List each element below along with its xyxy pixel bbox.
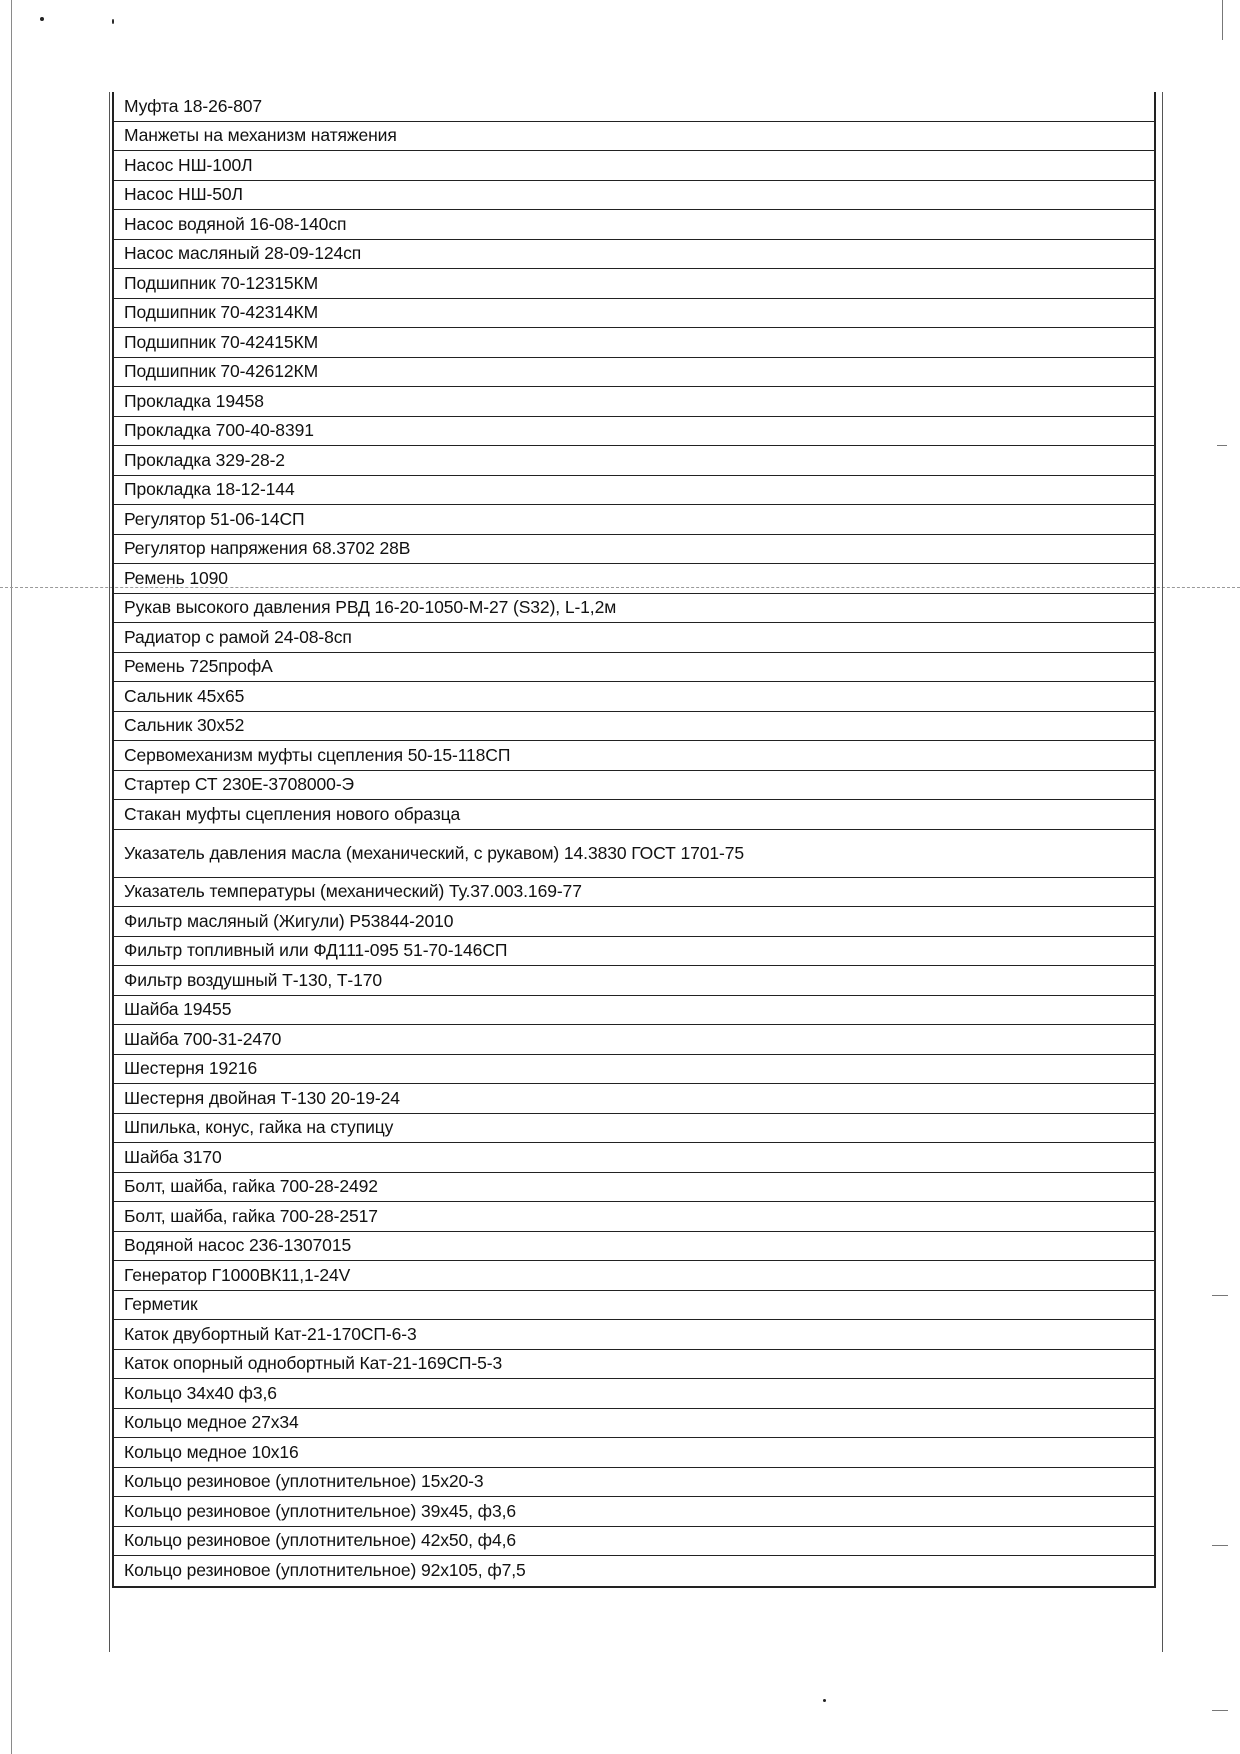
table-row: Водяной насос 236-1307015 [114,1232,1154,1262]
scan-edge-line [11,0,12,1754]
table-row: Насос водяной 16-08-140сп [114,210,1154,240]
table-row: Манжеты на механизм натяжения [114,122,1154,152]
table-row: Подшипник 70-42612КМ [114,358,1154,388]
scan-edge-mark [1222,0,1223,40]
table-outer-left-line [109,92,110,1652]
table-row: Радиатор с рамой 24-08-8сп [114,623,1154,653]
table-row: Каток опорный однобортный Кат-21-169СП-5-3 [114,1350,1154,1380]
table-row: Шайба 3170 [114,1143,1154,1173]
table-row: Рукав высокого давления РВД 16-20-1050-М-27 (S32), L-1,2м [114,594,1154,624]
table-row: Подшипник 70-12315КМ [114,269,1154,299]
scan-edge-mark [1212,1545,1228,1546]
table-row: Шестерня 19216 [114,1055,1154,1085]
table-row: Прокладка 19458 [114,387,1154,417]
scan-edge-mark [1212,1710,1228,1711]
table-row: Насос НШ-100Л [114,151,1154,181]
table-row: Кольцо 34х40 ф3,6 [114,1379,1154,1409]
table-row: Стакан муфты сцепления нового образца [114,800,1154,830]
table-row: Муфта 18-26-807 [114,92,1154,122]
scan-edge-mark [1217,445,1227,446]
table-row: Фильтр топливный или ФД111-095 51-70-146СП [114,937,1154,967]
table-row: Ремень 725профА [114,653,1154,683]
table-row: Ремень 1090 [114,564,1154,594]
table-row: Насос масляный 28-09-124сп [114,240,1154,270]
table-row: Герметик [114,1291,1154,1321]
scan-speck [823,1699,826,1702]
table-row: Регулятор 51-06-14СП [114,505,1154,535]
table-row: Насос НШ-50Л [114,181,1154,211]
table-row: Сальник 30х52 [114,712,1154,742]
table-row: Фильтр воздушный Т-130, Т-170 [114,966,1154,996]
table-row: Кольцо медное 10х16 [114,1438,1154,1468]
table-row: Фильтр масляный (Жигули) Р53844-2010 [114,907,1154,937]
table-row: Подшипник 70-42314КМ [114,299,1154,329]
table-row: Шайба 19455 [114,996,1154,1026]
table-row: Каток двубортный Кат-21-170СП-6-3 [114,1320,1154,1350]
table-row: Кольцо резиновое (уплотнительное) 42х50, ф4,6 [114,1527,1154,1557]
table-row: Указатель температуры (механический) Ту.37.003.169-77 [114,878,1154,908]
table-row: Прокладка 700-40-8391 [114,417,1154,447]
scan-speck [40,17,44,21]
table-outer-right-line [1162,92,1163,1652]
scan-speck [112,19,114,24]
table-row: Кольцо медное 27х34 [114,1409,1154,1439]
table-row: Шестерня двойная Т-130 20-19-24 [114,1084,1154,1114]
table-row: Указатель давления масла (механический, с рукавом) 14.3830 ГОСТ 1701-75 [114,830,1154,878]
scan-edge-mark [1212,1295,1228,1296]
table-row: Шайба 700-31-2470 [114,1025,1154,1055]
table-row: Генератор Г1000ВК11,1-24V [114,1261,1154,1291]
table-row: Шпилька, конус, гайка на ступицу [114,1114,1154,1144]
table-row: Болт, шайба, гайка 700-28-2517 [114,1202,1154,1232]
table-row: Прокладка 329-28-2 [114,446,1154,476]
table-row: Кольцо резиновое (уплотнительное) 39х45, ф3,6 [114,1497,1154,1527]
table-row: Регулятор напряжения 68.3702 28В [114,535,1154,565]
table-row: Кольцо резиновое (уплотнительное) 92х105, ф7,5 [124,1560,526,1581]
table-row: Прокладка 18-12-144 [114,476,1154,506]
table-row: Сервомеханизм муфты сцепления 50-15-118СП [114,741,1154,771]
table-row: Стартер СТ 230Е-3708000-Э [114,771,1154,801]
table-row: Подшипник 70-42415КМ [114,328,1154,358]
table-row: Кольцо резиновое (уплотнительное) 15х20-3 [114,1468,1154,1498]
table-row: Сальник 45х65 [114,682,1154,712]
parts-table [112,92,1156,1588]
table-row: Болт, шайба, гайка 700-28-2492 [114,1173,1154,1203]
